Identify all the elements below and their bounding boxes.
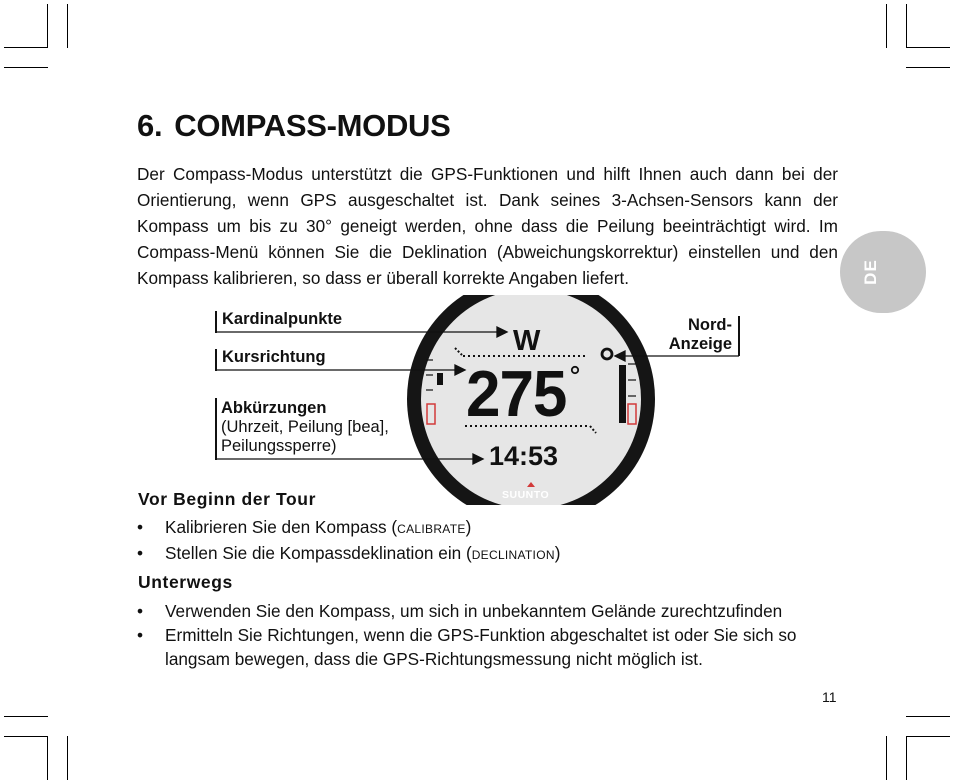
section-heading-before-tour: Vor Beginn der Tour	[138, 489, 316, 509]
section-heading-unterwegs: Unterwegs	[138, 572, 233, 592]
list-item: • Ermitteln Sie Richtungen, wenn die GPS-Funktion abgeschaltet ist oder Sie sich so langsam bewegen, dass die GPS-Richtungsmessung nicht möglich ist.	[137, 625, 797, 669]
callout-bar	[215, 311, 217, 333]
callout-bar	[215, 398, 217, 460]
intro-paragraph: Der Compass-Modus unterstützt die GPS-Funktionen und hilft Ihnen auch dann bei der Orientierung, wenn GPS ausgeschaltet ist. Dank seines 3-Achsen-Sensors kann der Kompass um bis zu 30° geneigt werden, ohne dass die Peilung beeinträchtigt wird. Im Compass-Menü können Sie die Deklination (Abweichungskorrektur) einstellen und den Kompass kalibrieren, so dass er überall korrekte Angaben liefert.	[137, 164, 838, 288]
right-segment-bar	[619, 365, 626, 423]
unterwegs-list	[137, 599, 842, 671]
chapter-title: COMPASS-MODUS	[174, 108, 451, 143]
brand-logo-text: SUUNTO	[502, 489, 550, 501]
cardinal-point-letter: W	[513, 325, 541, 357]
list-item: • Stellen Sie die Kompassdeklination ein (DECLINATION)	[137, 543, 561, 563]
chapter-number: 6.	[137, 108, 163, 143]
callout-bar	[215, 349, 217, 371]
callout-abkuerzungen: Abkürzungen (Uhrzeit, Peilung [bea], Peilungssperre)	[221, 399, 389, 455]
list-item: • Kalibrieren Sie den Kompass (CALIBRATE)	[137, 517, 472, 537]
time-value: 14:53	[489, 441, 559, 471]
callout-bar	[738, 316, 740, 356]
left-segment-fill	[437, 373, 443, 385]
language-tab-label: DE	[861, 259, 880, 285]
heading-value: 275	[466, 357, 567, 431]
list-item: • Verwenden Sie den Kompass, um sich in unbekanntem Gelände zurechtzufinden	[137, 601, 783, 621]
page-number: 11	[822, 689, 837, 705]
callout-nord-anzeige: Nord- Anzeige	[668, 316, 732, 353]
callout-kursrichtung: Kursrichtung	[222, 348, 326, 366]
before-tour-list	[137, 515, 561, 567]
callout-kardinalpunkte: Kardinalpunkte	[222, 310, 343, 328]
